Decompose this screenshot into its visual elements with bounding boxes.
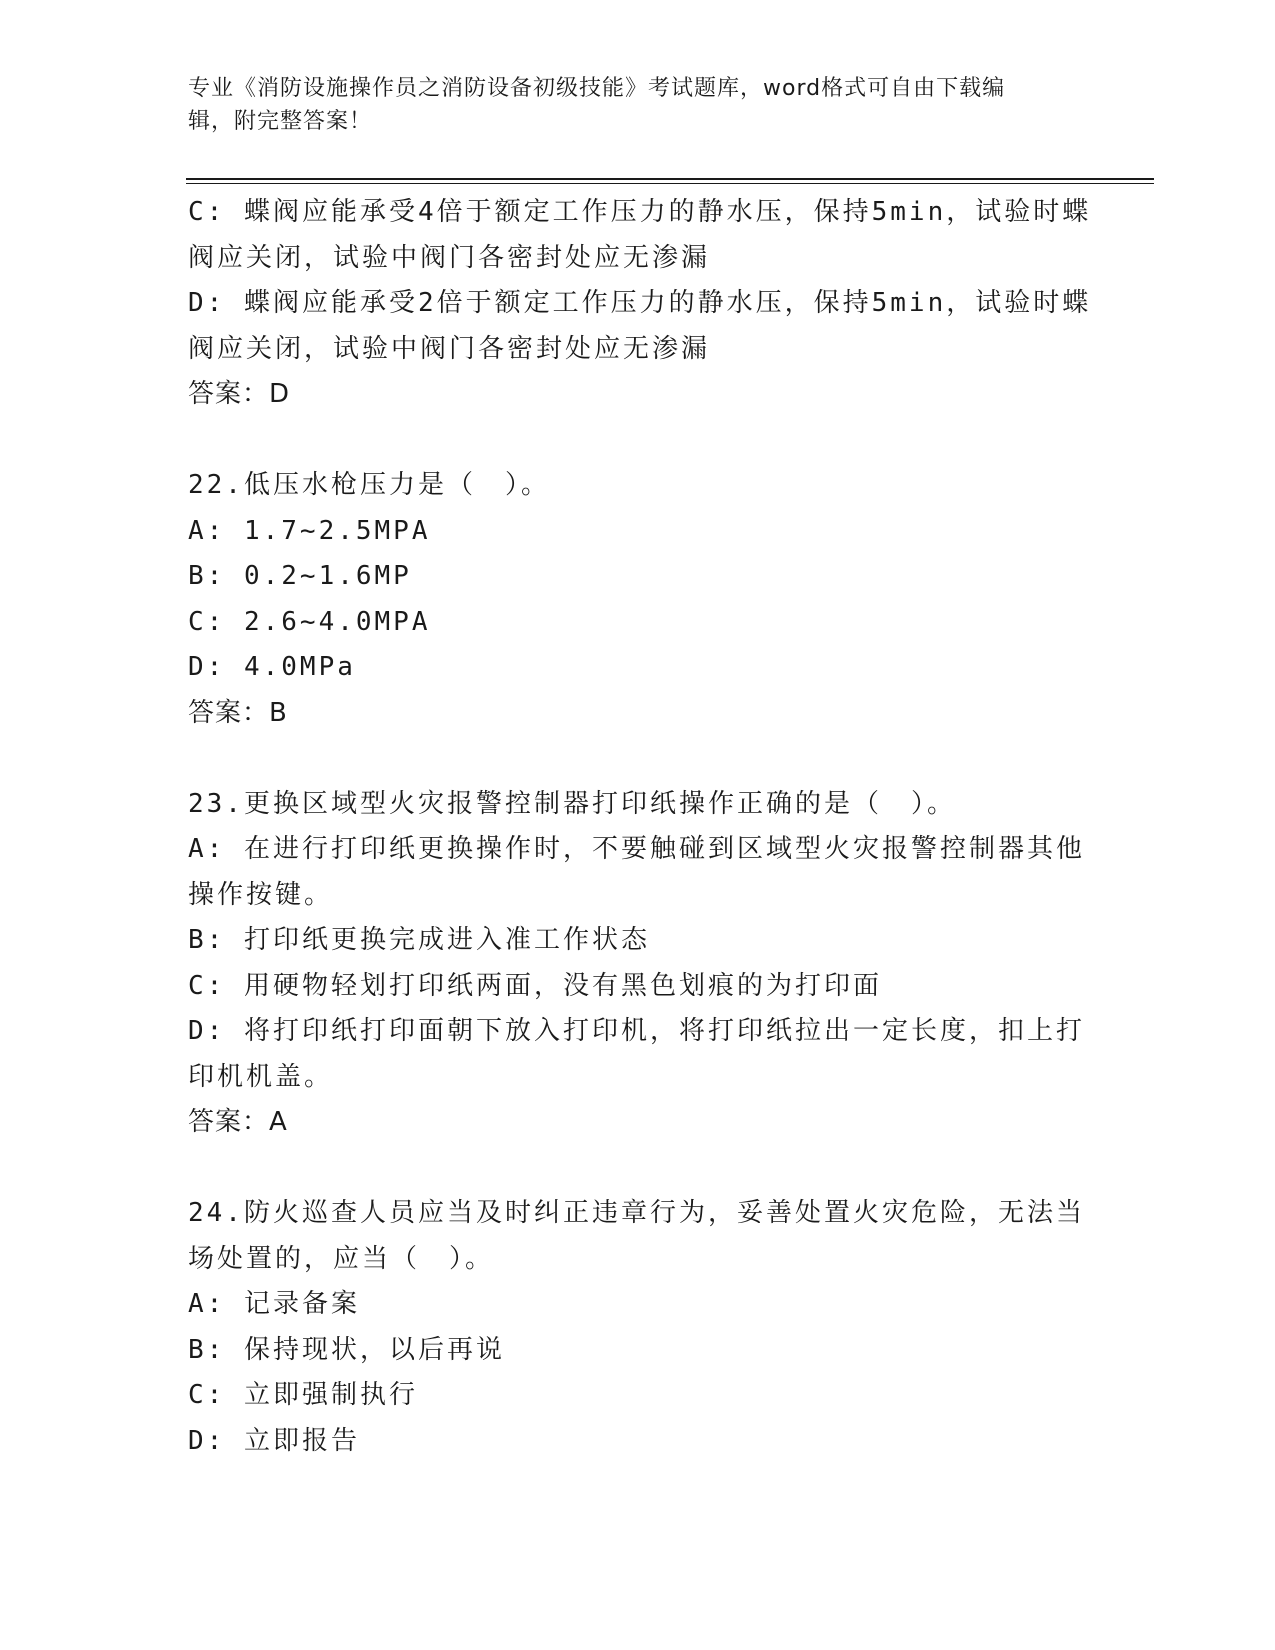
option-b: B: 保持现状，以后再说 <box>188 1334 505 1365</box>
option-line: 印机机盖。 <box>188 1061 334 1092</box>
header-line-2: 辑，附完整答案！ <box>188 109 373 134</box>
answer-line: 答案：B <box>188 697 288 728</box>
question-fragment <box>188 190 1092 418</box>
question-22 <box>188 463 1088 736</box>
option-line: 阀应关闭，试验中阀门各密封处应无渗漏 <box>188 242 711 273</box>
option-line: 操作按键。 <box>188 879 334 910</box>
question-stem: 23.更换区域型火灾报警控制器打印纸操作正确的是（ ）。 <box>188 788 956 819</box>
option-c <box>188 190 1092 281</box>
question-stem: 24.防火巡查人员应当及时纠正违章行为，妥善处置火灾危险，无法当 <box>188 1198 1085 1228</box>
option-line: D: 将打印纸打印面朝下放入打印机，将打印纸拉出一定长度，扣上打 <box>188 1016 1085 1046</box>
answer-line: 答案：A <box>188 1107 288 1137</box>
option-a: A: 1.7~2.5MPA <box>188 515 431 546</box>
question-stem: 22.低压水枪压力是（ ）。 <box>188 470 550 500</box>
header-divider-thin <box>186 183 1154 184</box>
option-c: C: 立即强制执行 <box>188 1380 418 1410</box>
document-header-note <box>188 72 1088 138</box>
option-a: A: 记录备案 <box>188 1289 360 1319</box>
question-23 <box>188 782 1088 1146</box>
option-d: D: 立即报告 <box>188 1425 360 1456</box>
option-c: C: 用硬物轻划打印纸两面，没有黑色划痕的为打印面 <box>188 970 882 1001</box>
option-c: C: 2.6~4.0MPA <box>188 606 431 637</box>
header-divider-thick <box>186 178 1154 180</box>
option-d: D: 4.0MPa <box>188 652 356 682</box>
option-b: B: 0.2~1.6MP <box>188 561 412 591</box>
option-line: D: 蝶阀应能承受2倍于额定工作压力的静水压，保持5min，试验时蝶 <box>188 288 1092 318</box>
option-d <box>188 281 1092 372</box>
answer-line: 答案：D <box>188 379 291 409</box>
option-line: A: 在进行打印纸更换操作时，不要触碰到区域型火灾报警控制器其他 <box>188 834 1085 864</box>
option-b: B: 打印纸更换完成进入准工作状态 <box>188 925 650 955</box>
option-line: 阀应关闭，试验中阀门各密封处应无渗漏 <box>188 333 711 364</box>
question-24 <box>188 1191 1088 1464</box>
header-line-1: 专业《消防设施操作员之消防设备初级技能》考试题库，word格式可自由下载编 <box>188 76 1006 101</box>
question-stem: 场处置的，应当（ ）。 <box>188 1243 495 1274</box>
option-d <box>188 1009 1088 1100</box>
question-list <box>188 190 1092 1464</box>
option-line: C: 蝶阀应能承受4倍于额定工作压力的静水压，保持5min，试验时蝶 <box>188 197 1092 227</box>
option-a <box>188 827 1088 918</box>
